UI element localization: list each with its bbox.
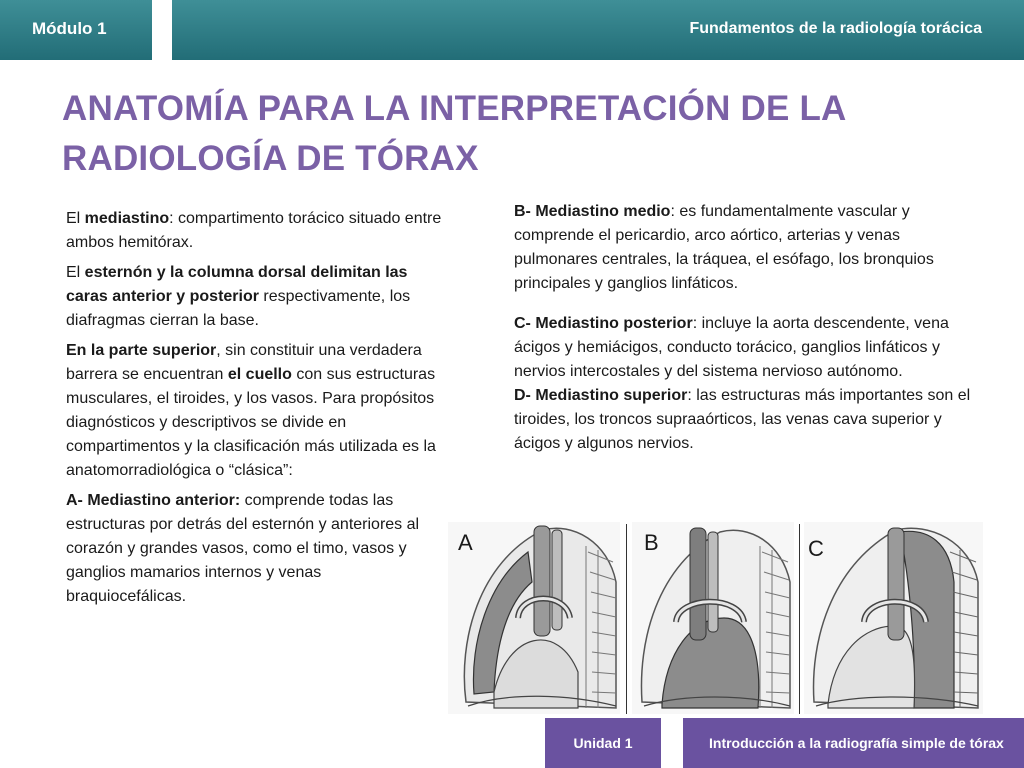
footer-bar [0, 718, 1024, 768]
left-text-column [66, 207, 442, 615]
page-title [62, 84, 962, 184]
figure-divider-1 [626, 524, 627, 714]
paragraph-mediastino-posterior: C- Mediastino posterior: incluye la aorta descendente, vena ácigos y hemiácigos, conducto torácico, ganglios linfáticos y nervios intercostales y del sistema nervioso autónomo. [514, 315, 949, 380]
header-bar [0, 0, 1024, 60]
figure-panel-b [632, 522, 794, 714]
paragraph-mediastino-superior: D- Mediastino superior: las estructuras más importantes son el tiroides, los troncos supraaórticos, las venas cava superior y ácigos y algunos nervios. [514, 387, 971, 452]
subject-label: Fundamentos de la radiología torácica [689, 20, 982, 37]
paragraph-esternon: El esternón y la columna dorsal delimitan las caras anterior y posterior respectivamente, los diafragmas cierran la base. [66, 264, 411, 329]
footer-section-block [683, 718, 1024, 768]
figure-label-a: A [458, 530, 473, 555]
header-module-block [0, 0, 152, 60]
figure-panel-c [804, 522, 983, 714]
diagram-posterior [804, 522, 983, 714]
figure-panel-a [448, 522, 620, 714]
title-line-1: ANATOMÍA PARA LA INTERPRETACIÓN DE LA [62, 89, 847, 128]
figure-divider-2 [799, 524, 800, 714]
mediastinum-figures [448, 522, 983, 714]
paragraph-mediastino-medio: B- Mediastino medio: es fundamentalmente vascular y comprende el pericardio, arco aórtico, arterias y venas pulmonares centrales, la tráquea, el esófago, los bronquios principales y ganglios linfáticos. [514, 203, 934, 292]
paragraph-parte-superior: En la parte superior, sin constituir una verdadera barrera se encuentran el cuello con sus estructuras musculares, el tiroides, y los vasos. Para propósitos diagnósticos y descriptivos se divide en compartimentos y la clasificación más utilizada es la anatomorradiológica o “clásica”: [66, 342, 436, 479]
footer-unit-block [545, 718, 661, 768]
title-line-2: RADIOLOGÍA DE TÓRAX [62, 139, 479, 178]
header-subject-block [172, 0, 1024, 60]
figure-label-b: B [644, 530, 659, 555]
paragraph-mediastino-anterior: A- Mediastino anterior: comprende todas las estructuras por detrás del esternón y anteriores al corazón y grandes vasos, como el timo, vasos y ganglios mamarios internos y venas braquiocefálicas. [66, 492, 420, 605]
paragraph-mediastino: El mediastino: compartimento torácico situado entre ambos hemitórax. [66, 210, 442, 251]
right-text-column [514, 200, 984, 462]
footer-section-label: Introducción a la radiografía simple de tórax [709, 735, 1004, 751]
module-label: Módulo 1 [32, 19, 107, 38]
header-gap [152, 0, 172, 60]
footer-unit-label: Unidad 1 [573, 735, 633, 751]
figure-label-c: C [808, 536, 824, 561]
diagram-anterior [448, 522, 620, 714]
